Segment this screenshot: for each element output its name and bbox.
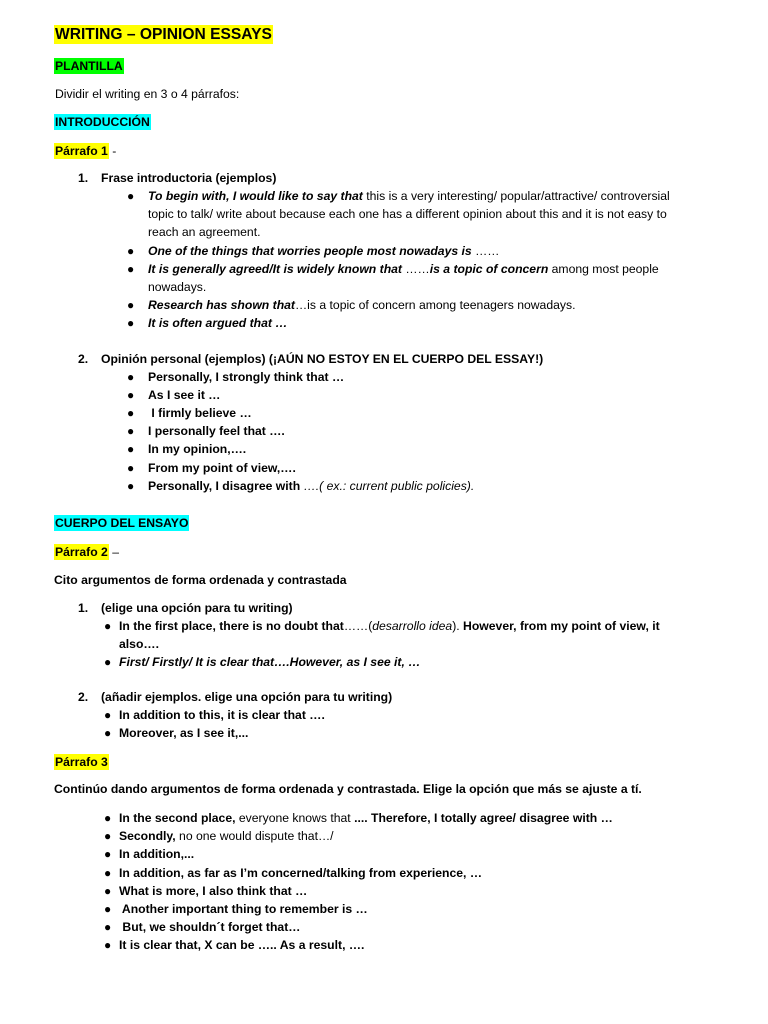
title-text: WRITING – OPINION ESSAYS [55,26,272,43]
list-item-continued: reach an agreement. [148,225,261,239]
bullet-icon: ● [127,461,135,475]
bullet-icon: ● [104,938,112,952]
bullet-icon: ● [104,811,112,825]
document-title [54,26,273,44]
bullet-icon: ● [127,388,135,402]
list-item: It is clear that, X can be ….. As a result, …. [119,938,365,952]
list-title: Frase introductoria (ejemplos) [101,171,277,185]
list-item: Personally, I strongly think that … [148,370,345,384]
parrafo-1-heading [54,142,116,160]
list-item: Research has shown that…is a topic of concern among teenagers nowadays. [148,298,576,312]
list-item: In addition,... [119,847,195,861]
list-item: In addition to this, it is clear that …. [119,708,325,722]
introduccion-heading [54,113,151,131]
parrafo-1-label: Párrafo 1 [55,144,108,158]
bullet-icon: ● [127,479,135,493]
parrafo-2-dash: – [108,545,120,559]
list-number: 1. [78,171,89,185]
plantilla-heading [54,57,124,75]
list-item: What is more, I also think that … [119,884,308,898]
list-item: It is generally agreed/It is widely known that ……is a topic of concern among most people [148,262,659,276]
list-item: I firmly believe … [148,406,252,420]
bullet-icon: ● [104,902,112,916]
bullet-icon: ● [104,884,112,898]
cuerpo-label: CUERPO DEL ENSAYO [55,516,189,530]
list-title: (elige una opción para tu writing) [101,601,293,615]
bullet-icon: ● [104,655,112,669]
bullet-icon: ● [127,442,135,456]
bullet-icon: ● [104,619,112,633]
parrafo-2-heading [54,543,119,561]
list-item: To begin with, I would like to say that this is a very interesting/ popular/attractive/ controversial [148,189,670,203]
list-number: 1. [78,601,89,615]
list-item: Moreover, as I see it,... [119,726,249,740]
list-item: Personally, I disagree with ….( ex.: current public policies). [148,479,475,493]
bullet-icon: ● [127,406,135,420]
plantilla-label: PLANTILLA [55,59,123,73]
cuerpo-heading [54,514,189,532]
bullet-icon: ● [104,726,112,740]
list-item: One of the things that worries people most nowadays is …… [148,244,500,258]
introduccion-label: INTRODUCCIÓN [55,115,150,129]
bullet-icon: ● [127,262,135,276]
list-item: As I see it … [148,388,221,402]
list-item: First/ Firstly/ It is clear that….However, as I see it, … [119,655,421,669]
bullet-icon: ● [104,829,112,843]
parrafo-3-intro: Continúo dando argumentos de forma ordenada y contrastada. Elige la opción que más se ajuste a tí. [54,782,642,796]
dividir-text: Dividir el writing en 3 o 4 párrafos: [55,87,240,101]
list-item: It is often argued that … [148,316,288,330]
list-item: In the second place, everyone knows that .... Therefore, I totally agree/ disagree with … [119,811,613,825]
parrafo-1-dash: - [108,144,117,158]
list-item-continued: also…. [119,637,159,651]
bullet-icon: ● [104,920,112,934]
list-item-continued: nowadays. [148,280,207,294]
list-item: Secondly, no one would dispute that…/ [119,829,334,843]
bullet-icon: ● [127,298,135,312]
list-item: In addition, as far as I’m concerned/talking from experience, … [119,866,483,880]
list-item: From my point of view,…. [148,461,296,475]
bullet-icon: ● [104,866,112,880]
list-number: 2. [78,690,89,704]
bullet-icon: ● [127,244,135,258]
bullet-icon: ● [127,424,135,438]
bullet-icon: ● [104,847,112,861]
list-item: Another important thing to remember is … [119,902,368,916]
bullet-icon: ● [127,316,135,330]
bullet-icon: ● [127,189,135,203]
list-title: (añadir ejemplos. elige una opción para tu writing) [101,690,393,704]
list-item: In my opinion,…. [148,442,247,456]
list-item: I personally feel that …. [148,424,285,438]
parrafo-3-heading [54,753,109,771]
list-title: Opinión personal (ejemplos) (¡AÚN NO ESTOY EN EL CUERPO DEL ESSAY!) [101,352,544,366]
parrafo-3-label: Párrafo 3 [55,755,108,769]
parrafo-2-label: Párrafo 2 [55,545,108,559]
list-item: But, we shouldn´t forget that… [119,920,301,934]
bullet-icon: ● [104,708,112,722]
list-item-continued: topic to talk/ write about because each one has a different opinion about this and it is not easy to [148,207,667,221]
list-number: 2. [78,352,89,366]
list-item: In the first place, there is no doubt that……(desarrollo idea). However, from my point of view, it [119,619,660,633]
parrafo-2-intro: Cito argumentos de forma ordenada y contrastada [54,573,347,587]
bullet-icon: ● [127,370,135,384]
